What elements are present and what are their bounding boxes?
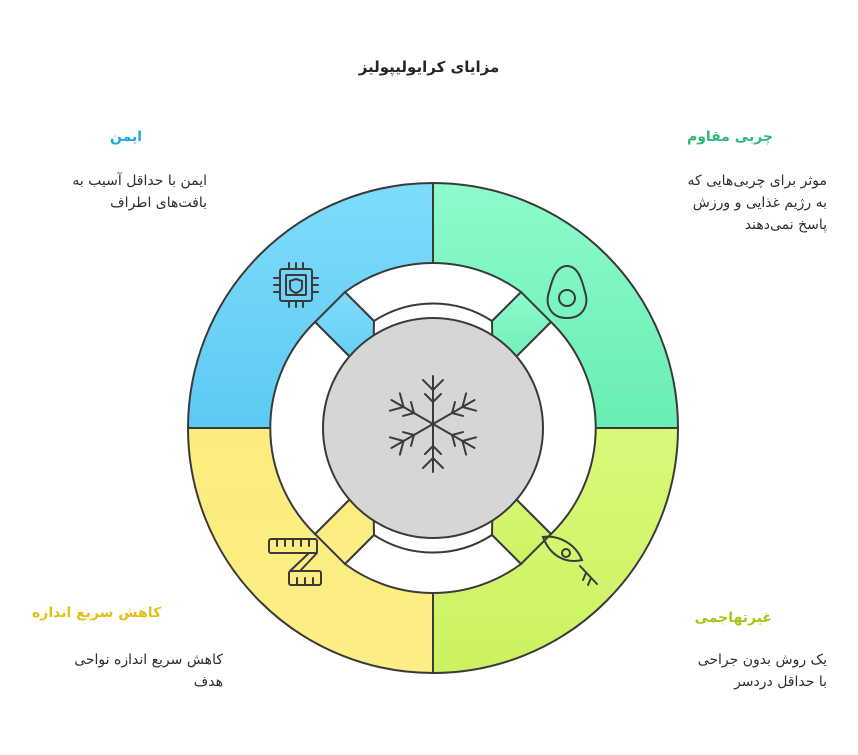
noninvasive-title: غیرتهاجمی <box>694 610 772 626</box>
safe-desc-line: بافت‌های اطراف <box>110 195 207 211</box>
noninvasive-desc-line: یک روش بدون جراحی <box>697 652 827 668</box>
stubborn-fat-desc-line: پاسخ نمی‌دهند <box>744 217 827 233</box>
safe-desc-line: ایمن با حداقل آسیب به <box>72 173 207 189</box>
noninvasive-desc-line: با حداقل دردسر <box>734 674 827 690</box>
stubborn-fat-desc-line: موثر برای چربی‌هایی که <box>687 173 827 189</box>
stubborn-fat-desc-line: به رژیم غذایی و ورزش <box>692 195 827 211</box>
safe-title: ایمن <box>110 129 143 145</box>
noninvasive-description <box>627 649 827 693</box>
size-reduction-description <box>35 649 223 693</box>
size-reduction-desc-line: کاهش سریع اندازه نواحی <box>74 652 223 668</box>
diagram-title: مزایای کرایولیپولیز <box>358 58 500 76</box>
size-reduction-desc-line: هدف <box>193 674 223 690</box>
stubborn-fat-title: چربی مقاوم <box>686 129 773 145</box>
size-reduction-title: کاهش سریع اندازه <box>32 605 162 621</box>
stubborn-fat-description <box>607 170 827 236</box>
safe-description <box>35 170 207 214</box>
